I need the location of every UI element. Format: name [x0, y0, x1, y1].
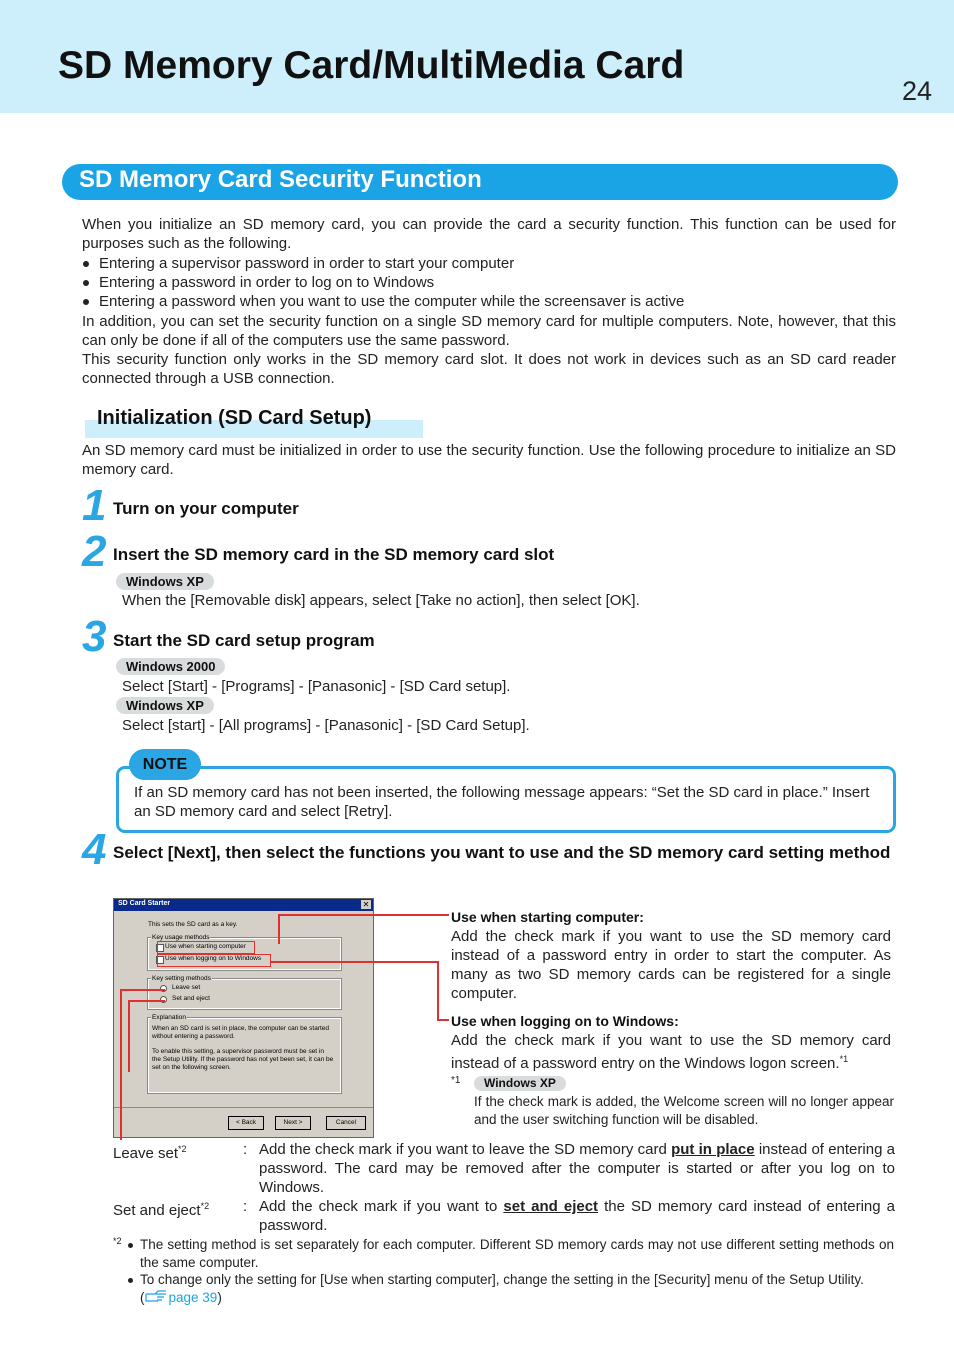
option-label: Use when logging on to Windows — [165, 955, 262, 962]
setting-text: instead of entering a password. The card may be removed after the computer is started or after you log on to Windows. — [259, 1141, 895, 1196]
footnote-text: To change only the setting for [Use when starting computer], change the setting in the [Security] menu of the Setup Utility. — [140, 1272, 864, 1287]
subsection-text: An SD memory card must be initialized in order to use the security function. Use the following procedure to initialize an SD memory card. — [82, 442, 896, 478]
footnote-ref: *2 — [178, 1144, 187, 1154]
os-badge: Windows XP — [116, 697, 214, 714]
dialog-title: SD Card Starter — [118, 900, 171, 907]
dialog-divider — [114, 1107, 373, 1108]
group-label: Key usage methods — [152, 934, 210, 941]
setting-emphasis: put in place — [671, 1141, 755, 1158]
step-number: 4 — [82, 825, 107, 874]
paren: ) — [217, 1290, 222, 1306]
step-number: 1 — [82, 481, 107, 530]
callout-text-body: Add the check mark if you want to use the SD memory card instead of a password entry on the Windows logon screen. — [451, 1032, 891, 1072]
step-detail: Select [Start] - [Programs] - [Panasonic] - [SD Card setup]. — [122, 678, 511, 695]
step-number: 3 — [82, 612, 107, 661]
list-item: Entering a password in order to log on to Windows — [99, 274, 435, 291]
bullet-icon — [128, 1243, 133, 1248]
page-link[interactable]: page 39 — [168, 1290, 218, 1306]
setting-label-text: Leave set — [113, 1145, 179, 1162]
callout-title: Use when starting computer: — [451, 909, 644, 925]
note-label: NOTE — [142, 756, 188, 773]
intro-paragraph-2: In addition, you can set the security function on a single SD memory card for multiple computers. Note, however, that this can only be done if all of the computers use the same password. — [82, 313, 896, 349]
list-item: Entering a password when you want to use the computer while the screensaver is active — [99, 293, 685, 310]
close-icon[interactable]: ✕ — [362, 900, 370, 909]
bullet-icon — [128, 1278, 133, 1283]
list-item: Entering a supervisor password in order to start your computer — [99, 255, 515, 272]
explanation-text: To enable this setting, a supervisor password must be set in the Setup Utility. If the password has not yet been set, it can be set on the following screen. — [152, 1048, 334, 1071]
callout-text — [451, 1031, 891, 1073]
highlight-box — [157, 941, 255, 954]
step-text: Insert the SD memory card in the SD memory card slot — [113, 545, 555, 564]
step-number: 2 — [82, 527, 107, 576]
leader-line — [278, 914, 280, 944]
setting-colon: : — [243, 1141, 248, 1158]
group-label: Key setting methods — [152, 975, 211, 982]
footnote-text: If the check mark is added, the Welcome screen will no longer appear and the user switching function will be disabled. — [474, 1094, 894, 1127]
step-text: Turn on your computer — [113, 499, 299, 518]
footnote-ref: *2 — [200, 1201, 210, 1211]
footnote-ref: *1 — [839, 1054, 849, 1064]
page-number: 24 — [902, 76, 933, 106]
leader-line — [120, 989, 165, 991]
step-detail: When the [Removable disk] appears, select [Take no action], then select [OK]. — [122, 592, 640, 609]
os-badge: Windows XP — [116, 573, 214, 590]
setting-description — [259, 1197, 895, 1235]
os-badge: Windows XP — [474, 1076, 566, 1091]
sd-card-starter-dialog — [113, 898, 374, 1138]
setting-text: Add the check mark if you want to leave the SD memory card — [259, 1141, 667, 1158]
page-reference — [140, 1289, 222, 1308]
setting-description — [259, 1140, 895, 1197]
step-text: Start the SD card setup program — [113, 631, 375, 650]
setting-label-text: Set and eject — [113, 1202, 201, 1219]
option-label: Leave set — [172, 984, 201, 991]
dialog-intro: This sets the SD card as a key. — [148, 921, 238, 928]
option-label: Use when starting computer — [165, 943, 246, 950]
os-badge: Windows 2000 — [116, 658, 225, 675]
cancel-button[interactable]: Cancel — [326, 1116, 366, 1130]
page-title: SD Memory Card/MultiMedia Card — [58, 44, 685, 87]
leader-line — [278, 914, 449, 916]
setting-text: Add the check mark if you want to — [259, 1198, 498, 1215]
setting-label — [113, 1197, 209, 1220]
back-button[interactable]: < Back — [228, 1116, 264, 1130]
pointing-hand-icon — [145, 1289, 169, 1308]
footnote-mark: *2 — [113, 1236, 122, 1246]
setting-label — [113, 1140, 187, 1163]
explanation-text: When an SD card is set in place, the computer can be started without entering a password. — [152, 1025, 330, 1040]
callout-text: Add the check mark if you want to use the SD memory card instead of a password entry in order to start the computer. As many as two SD memory cards can be registered for a single computer. — [451, 928, 891, 1002]
subsection-title: Initialization (SD Card Setup) — [97, 407, 372, 429]
leader-line — [437, 961, 439, 1021]
leader-line — [120, 989, 122, 1140]
footnote-text: The setting method is set separately for each computer. Different SD memory cards may not use different setting methods on the same computer. — [140, 1237, 894, 1270]
step-text: Select [Next], then select the functions you want to use and the SD memory card setting method — [113, 843, 891, 862]
callout-title: Use when logging on to Windows: — [451, 1013, 679, 1029]
setting-emphasis: set and eject — [503, 1198, 599, 1215]
group-label: Explanation — [152, 1014, 186, 1021]
highlight-box — [157, 954, 271, 967]
leader-line — [271, 961, 438, 963]
paren: ( — [140, 1290, 145, 1306]
note-text: If an SD memory card has not been inserted, the following message appears: “Set the SD card in place.” Insert an SD memory card and select [Retry]. — [134, 784, 870, 820]
option-label: Set and eject — [172, 995, 210, 1002]
leader-line — [128, 1000, 165, 1002]
setting-text: the SD memory card instead of entering a password. — [259, 1198, 895, 1234]
intro-paragraph: When you initialize an SD memory card, you can provide the card a security function. This function can be used for purposes such as the following. — [82, 216, 896, 252]
leader-line — [437, 1019, 449, 1021]
footnote-mark: *1 — [451, 1075, 461, 1086]
setting-colon: : — [243, 1198, 248, 1215]
leader-line — [128, 1000, 130, 1072]
next-button[interactable]: Next > — [275, 1116, 311, 1130]
intro-paragraph-3: This security function only works in the SD memory card slot. It does not work in devices such as an SD card reader connected through a USB connection. — [82, 351, 896, 387]
step-detail: Select [start] - [All programs] - [Panasonic] - [SD Card Setup]. — [122, 717, 530, 734]
section-title: SD Memory Card Security Function — [79, 166, 482, 193]
